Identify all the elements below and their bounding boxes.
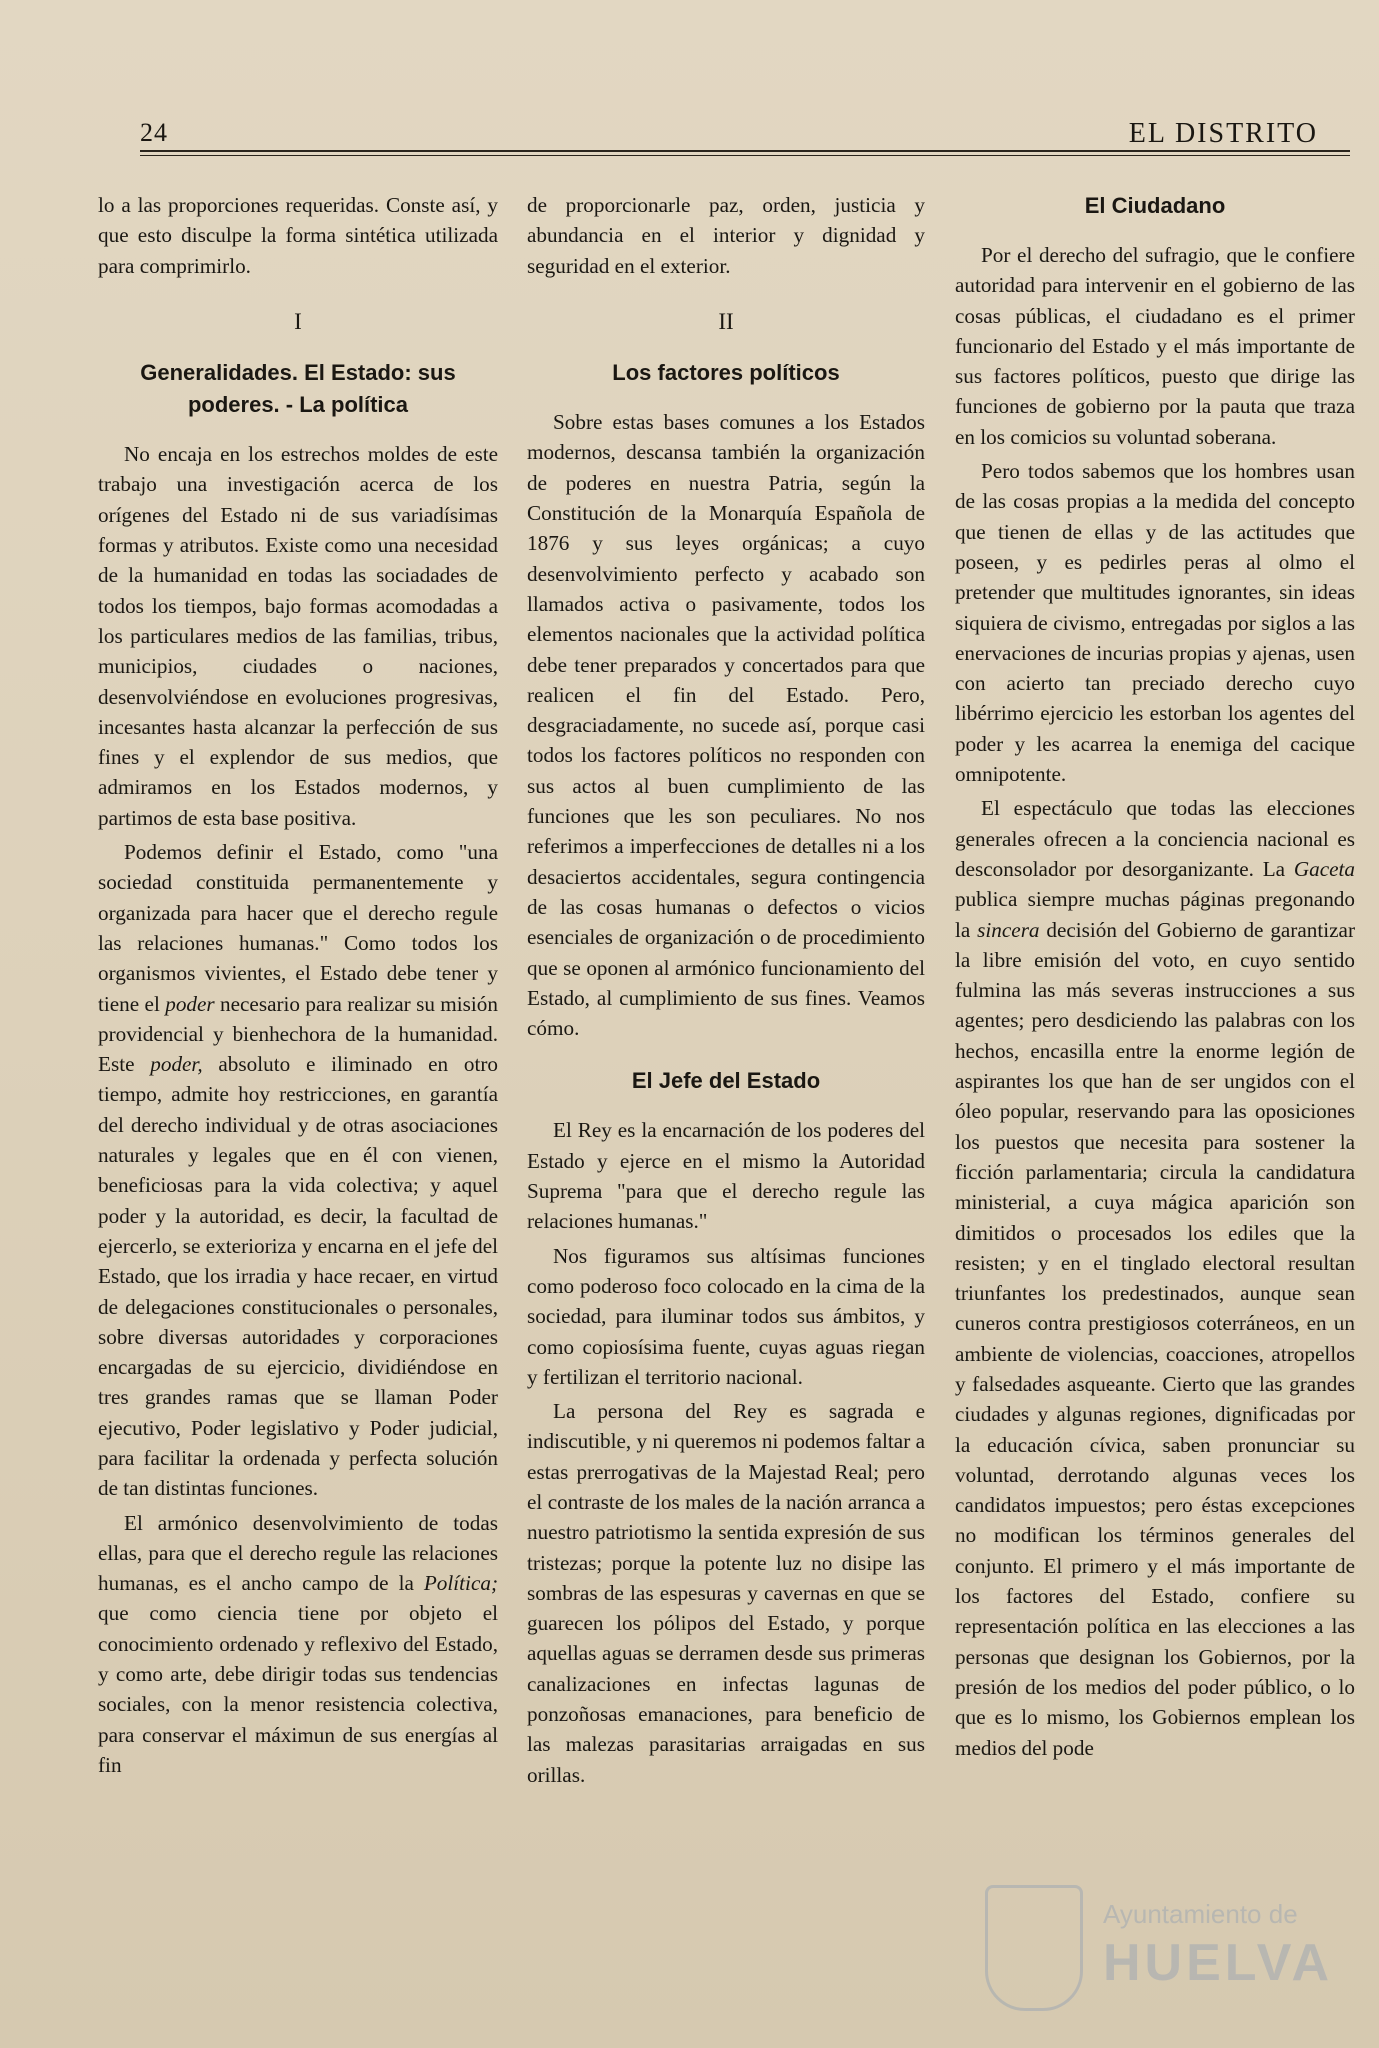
paragraph: Nos figuramos sus altísimas funciones como poderoso foco colocado en la cima de la sociedad, para iluminar todos sus ámbitos, y como copiosísima fuente, cuyas aguas riegan y fertilizan el territorio nacional.	[527, 1243, 925, 1389]
section-heading: El Ciudadano	[1084, 193, 1226, 218]
emphasis: poder	[165, 991, 215, 1016]
page-header	[140, 118, 1318, 158]
emphasis: poder,	[150, 1052, 203, 1077]
section-numeral: II	[718, 308, 734, 334]
text-column-3	[955, 190, 1355, 1763]
text-run: Podemos definir el Estado, como "una sociedad constituida permanentemente y organizada para hacer que el derecho regule las relaciones humanas." Como todos los organismos vivientes, el Estado debe tener y tiene el	[98, 840, 498, 1016]
shield-icon	[985, 1885, 1083, 2011]
section-heading: El Jefe del Estado	[631, 1068, 821, 1094]
paragraph: Pero todos sabemos que los hombres usan de las cosas propias a la medida del concepto que tienen de ellas y de las actitudes que poseen, y es pedirles peras al olmo el pretender que multitudes ignorantes, sin ideas siquiera de civismo, entregadas por siglos a las enervaciones de incurias propias y ajenas, usen con acierto tan preciado derecho cuyo libérrimo ejercicio les estorban los agentes del poder y les acarrea la enemiga del cacique omnipotente.	[955, 459, 1355, 787]
paragraph: La persona del Rey es sagrada e indiscutible, y ni queremos ni podemos faltar a estas prerrogativas de la Majestad Real; pero el contraste de los males de la nación arranca a nuestro patriotismo la sentida expresión de sus tristezas; porque la potente luz no disipe las sombras de las espesuras y cavernas en que se guarecen los pólipos del Estado, y porque aquellas aguas se derramen desde sus primeras canalizaciones en infectas lagunas de ponzoñosas emanaciones, para beneficio de las malezas parasitarias arraigadas en sus orillas.	[527, 1399, 925, 1787]
text-run: absoluto e iliminado en otro tiempo, admite hoy restricciones, en garantía del derecho individual y de otras asociaciones naturales y legales que en él con vienen, beneficiosas para la vida colectiva; y aquel poder y la autoridad, es decir, la facultad de ejercerlo, se exterioriza y encarna en el jefe del Estado, que los irradia y hace recaer, en virtud de delegaciones constitucionales o personales, sobre diversas autoridades y corporaciones encargadas de su ejercicio, dividiéndose en tres grandes ramas que se llaman Poder ejecutivo, Poder legislativo y Poder judicial, para facilitar la ordenada y perfecta solución de tan distintas funciones.	[98, 1052, 498, 1501]
paragraph: lo a las proporciones requeridas. Conste así, y que esto disculpe la forma sintética utilizada para comprimirlo.	[98, 193, 498, 278]
paragraph	[98, 1508, 498, 1781]
section-heading: Los factores políticos	[612, 360, 840, 386]
text-run: necesario para realizar su misión providencial y bienhechora de la humanidad. Este	[98, 991, 498, 1077]
paragraph: El Rey es la encarnación de los poderes del Estado y ejerce en el mismo la Autoridad Suprema "para que el derecho regule las relaciones humanas."	[527, 1118, 925, 1234]
header-rule-thin	[140, 155, 1350, 156]
text-run: que como ciencia tiene por objeto el conocimiento ordenado y reflexivo del Estado, y como arte, debe dirigir todas sus tendencias sociales, con la menor resistencia colectiva, para conservar el máximun de sus energías al fin	[98, 1601, 498, 1777]
section-heading: Generalidades. El Estado: sus poderes. - La política	[140, 360, 456, 418]
publication-title: EL DISTRITO	[1128, 118, 1318, 149]
watermark-line-1: Ayuntamiento de	[1103, 1899, 1298, 1929]
header-rule-thick	[140, 150, 1350, 152]
paragraph: No encaja en los estrechos moldes de este trabajo una investigación acerca de los orígenes del Estado ni de sus variadísimas formas y atributos. Existe como una necesidad de la humanidad en todas las sociadades de todos los tiempos, bajo formas acomodadas a los particulares medios de las familias, tribus, municipios, ciudades o naciones, desenvolviéndose en evoluciones progresivas, incesantes hasta alcanzar la perfección de sus fines y el explendor de sus medios, que admiramos en los Estados modernos, y partimos de esta base positiva.	[98, 442, 498, 830]
emphasis: Gaceta	[1293, 856, 1355, 881]
text-run: El espectáculo que todas las elecciones generales ofrecen a la conciencia nacional es desconsolador por desorganizante. La	[955, 796, 1355, 881]
text-column-1	[98, 190, 498, 1780]
text-column-2	[527, 190, 925, 1790]
text-run: publica siempre muchas páginas pregonando la	[955, 887, 1355, 942]
paragraph	[98, 837, 498, 1504]
section-numeral: I	[294, 308, 302, 334]
watermark-line-2: HUELVA	[1103, 1934, 1334, 1992]
paragraph: de proporcionarle paz, orden, justicia y abundancia en el interior y dignidad y seguridad en el exterior.	[527, 193, 925, 278]
page-number: 24	[140, 118, 168, 147]
emphasis: sincera	[977, 917, 1040, 942]
paragraph: Por el derecho del sufragio, que le confiere autoridad para intervenir en el gobierno de las cosas públicas, el ciudadano es el primer funcionario del Estado y el más importante de sus factores políticos, puesto que dirige las funciones de gobierno por la pauta que traza en los comicios su voluntad soberana.	[955, 243, 1355, 449]
paragraph	[955, 793, 1355, 1763]
text-run: El armónico desenvolvimiento de todas ellas, para que el derecho regule las relaciones humanas, es el ancho campo de la	[98, 1510, 498, 1596]
text-run: decisión del Gobierno de garantizar la libre emisión del voto, en cuyo sentido fulmina las más severas instrucciones a sus agentes; pero desdiciendo las palabras con los hechos, encasilla entre la enorme legión de aspirantes los que han de ser ungidos con el óleo popular, reservando para las oposiciones los puestos que necesita para sostener la ficción parlamentaria; circula la candidatura ministerial, a cuya mágica aparición son dimitidos o procesados los ediles que la resisten; y en el tinglado electoral resultan triunfantes los predestinados, aunque sean cuneros contra prestigiosos coterráneos, en un ambiente de violencias, coacciones, atropellos y falsedades asqueante. Cierto que las grandes ciudades y algunas regiones, dignificadas por la educación cívica, saben pronunciar su voluntad, derrotando algunas veces los candidatos impuestos; pero éstas excepciones no modifican los términos generales del conjunto. El primero y el más importante de los factores del Estado, confiere su representación política en las elecciones a las personas que designan los Gobiernos, por la presión de los medios del poder público, o lo que es lo mismo, los Gobiernos emplean los medios del pode	[955, 917, 1356, 1760]
paragraph: Sobre estas bases comunes a los Estados modernos, descansa también la organización de poderes en nuestra Patria, según la Constitución de la Monarquía Española de 1876 y sus leyes orgánicas; a cuyo desenvolvimiento perfecto y acabado son llamados activa o pasivamente, todos los elementos nacionales que la actividad política debe tener preparados y concertados para que realicen el fin del Estado. Pero, desgraciadamente, no sucede así, porque casi todos los factores políticos no responden con sus actos al buen cumplimiento de las funciones que les son peculiares. No nos referimos a imperfecciones de detalles ni a los desaciertos accidentales, segura contingencia de las cosas humanas o defectos o vicios esenciales de organización o de procedimiento que se oponen al armónico funcionamiento del Estado, al cumplimiento de sus fines. Veamos cómo.	[527, 410, 925, 1041]
emphasis: Política;	[423, 1571, 498, 1596]
watermark	[985, 1885, 1334, 2015]
